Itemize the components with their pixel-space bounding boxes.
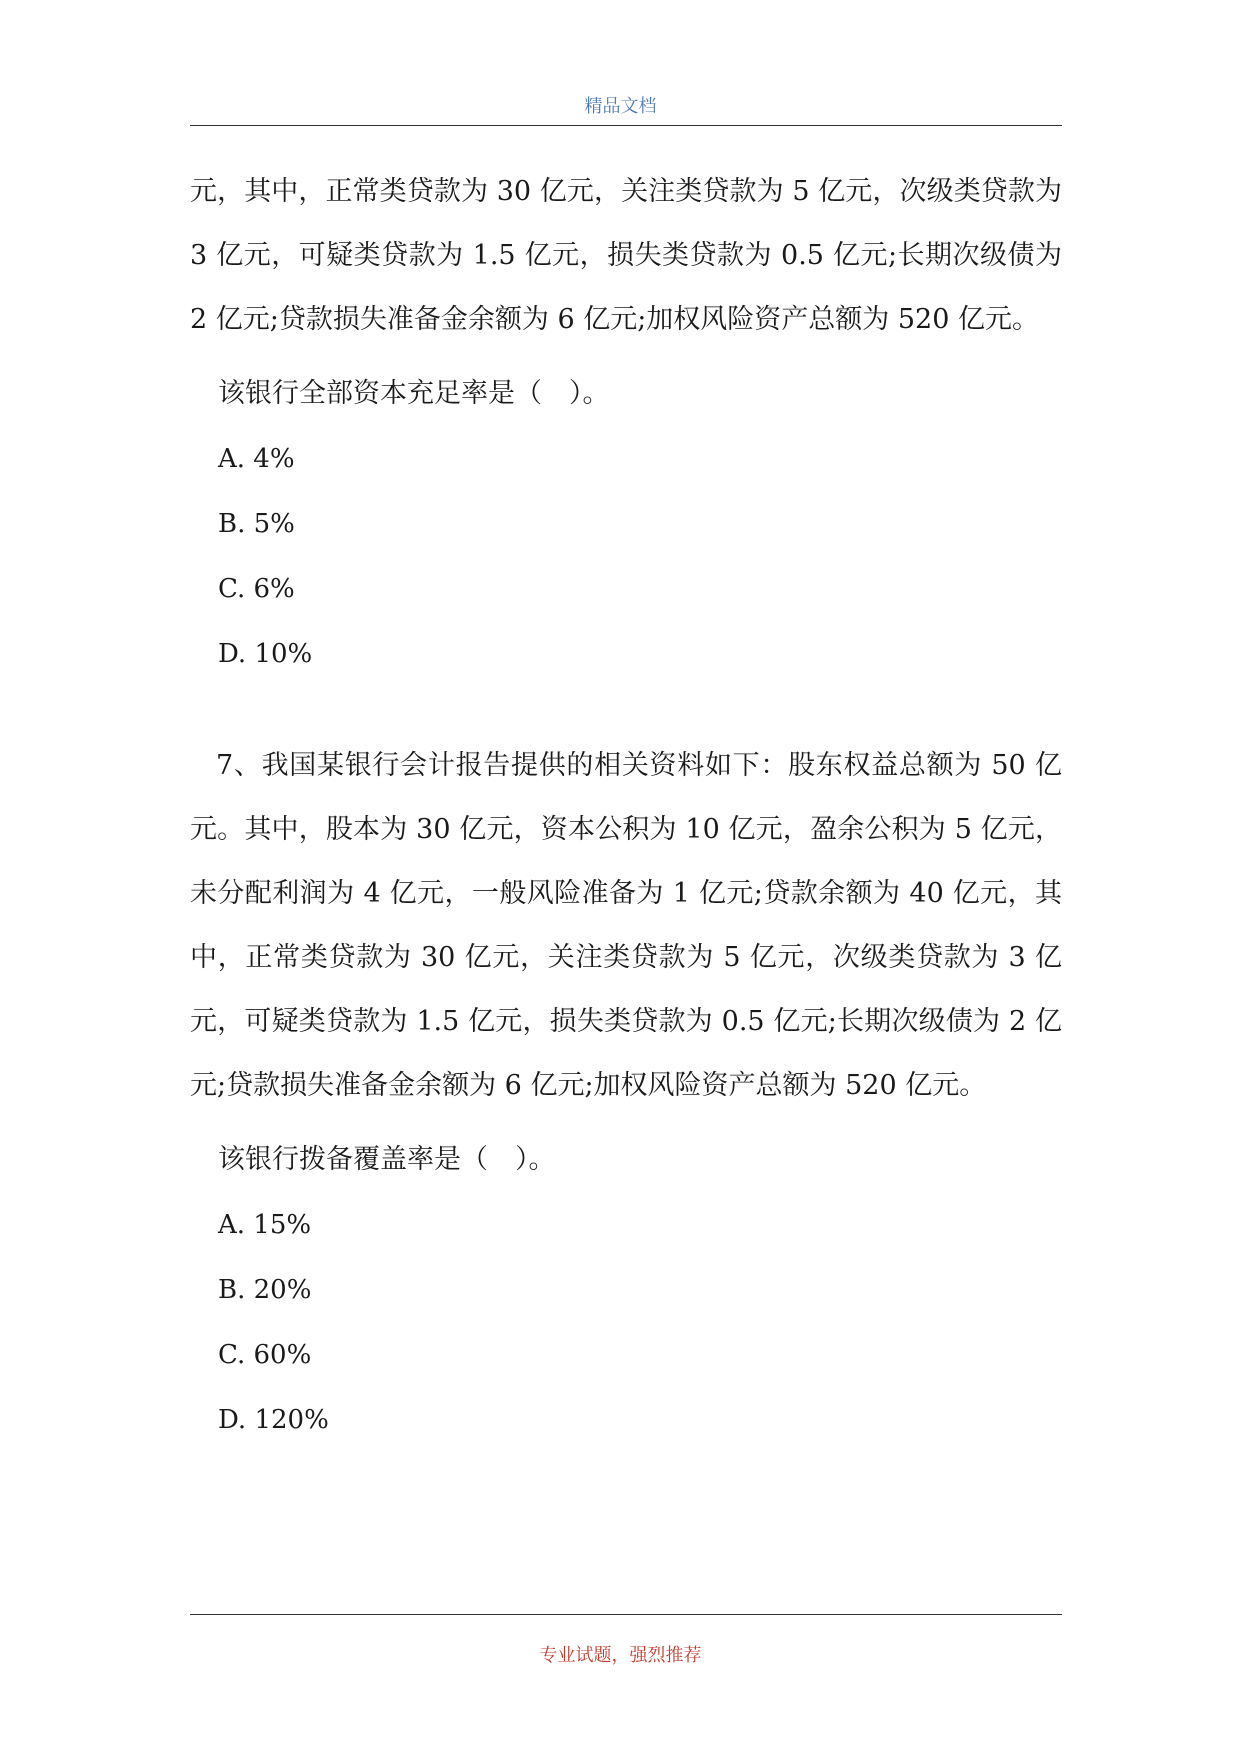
- question-7-option-d: D. 120%: [218, 1405, 329, 1435]
- footer-divider: [190, 1614, 1062, 1615]
- header-divider: [190, 125, 1062, 126]
- question-6-option-c: C. 6%: [218, 574, 295, 604]
- question-7-prompt: 该银行拨备覆盖率是（ ）。: [218, 1144, 556, 1175]
- question-6-option-d: D. 10%: [218, 639, 313, 669]
- question-spacer: [190, 674, 1062, 734]
- question-6-option-b: B. 5%: [218, 509, 295, 539]
- page-footer-text: 专业试题，强烈推荐: [539, 1645, 702, 1666]
- question-6-stem-continuation: 元，其中，正常类贷款为 30 亿元，关注类贷款为 5 亿元，次级类贷款为 3 亿元，可疑类贷款为 1.5 亿元，损失类贷款为 0.5 亿元;长期次级债为 2 亿元;贷款损失准备金余额为 6 亿元;加权风险资产总额为 520 亿元。: [190, 176, 1062, 335]
- question-6-prompt: 该银行全部资本充足率是（ ）。: [218, 378, 610, 409]
- question-7-stem: 7、我国某银行会计报告提供的相关资料如下：股东权益总额为 50 亿元。其中，股本为 30 亿元，资本公积为 10 亿元，盈余公积为 5 亿元，未分配利润为 4 亿元，一般风险准备为 1 亿元;贷款余额为 40 亿元，其中，正常类贷款为 30 亿元，关注类贷款为 5 亿元，次级类贷款为 3 亿元，可疑类贷款为 1.5 亿元，损失类贷款为 0.5 亿元;长期次级债为 2 亿元;贷款损失准备金余额为 6 亿元;加权风险资产总额为 520 亿元。: [190, 750, 1062, 1101]
- question-7-option-a: A. 15%: [218, 1210, 312, 1240]
- question-6-option-a: A. 4%: [218, 444, 295, 474]
- document-body: [190, 160, 1062, 1440]
- question-7-option-b: B. 20%: [218, 1275, 312, 1305]
- question-7-option-c: C. 60%: [218, 1340, 312, 1370]
- page-header-title: 精品文档: [584, 96, 657, 117]
